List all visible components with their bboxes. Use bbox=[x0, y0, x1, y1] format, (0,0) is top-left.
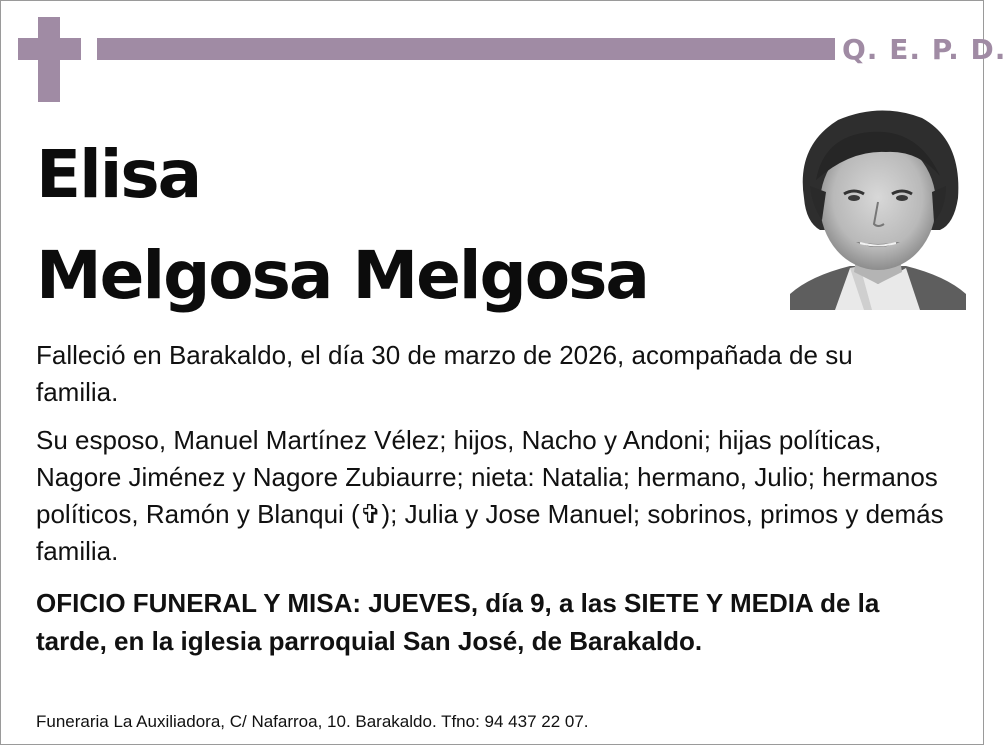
funeral-service-paragraph: OFICIO FUNERAL Y MISA: JUEVES, día 9, a las SIETE Y MEDIA de la tarde, en la iglesia parroquial San José, de Barakaldo. bbox=[36, 588, 880, 656]
latin-cross-icon bbox=[18, 17, 81, 102]
death-notice-paragraph: Falleció en Barakaldo, el día 30 de marzo de 2026, acompañada de su familia. bbox=[36, 340, 853, 407]
deceased-portrait-photo bbox=[790, 106, 966, 310]
deceased-last-name: Melgosa Melgosa bbox=[36, 237, 648, 314]
deceased-first-name: Elisa bbox=[36, 136, 201, 213]
qepd-label: Q. E. P. D. bbox=[842, 33, 1006, 66]
funeral-home-contact: Funeraria La Auxiliadora, C/ Nafarroa, 10. Barakaldo. Tfno: 94 437 22 07. bbox=[36, 712, 589, 731]
header-divider-bar bbox=[97, 38, 835, 60]
family-paragraph: Su esposo, Manuel Martínez Vélez; hijos, Nacho y Andoni; hijas políticas, Nagore Jiménez y Nagore Zubiaurre; nieta: Natalia; hermano, Julio; hermanos políticos, Ramón y Blanqui (✞); Julia y Jose Manuel; sobrinos, primos y demás familia. bbox=[36, 425, 944, 566]
